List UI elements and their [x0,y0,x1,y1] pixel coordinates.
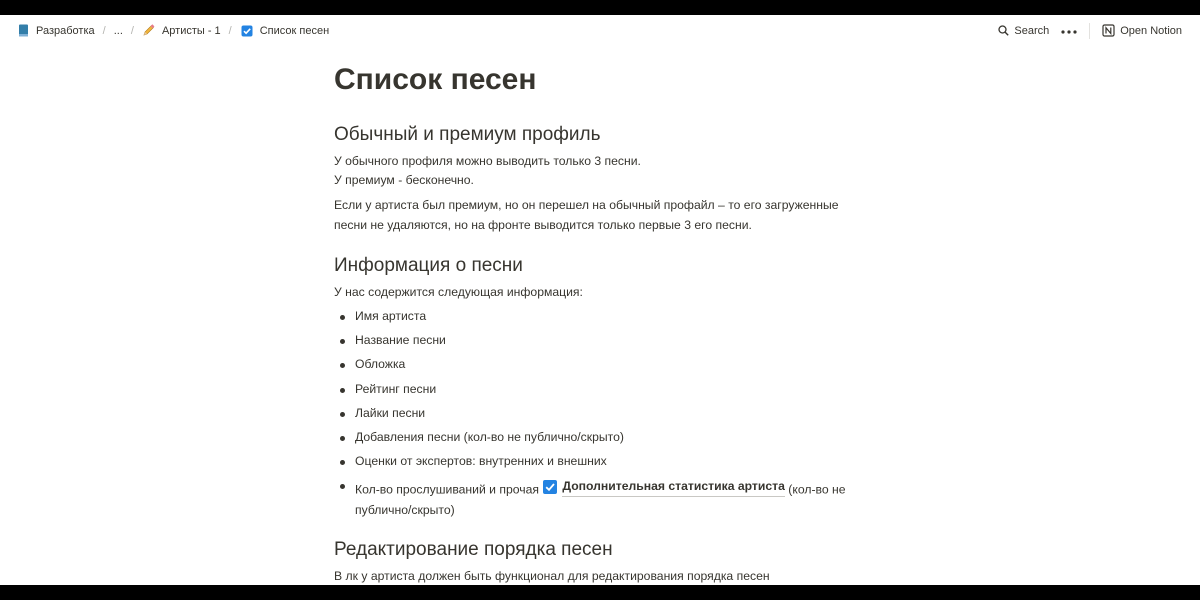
search-button[interactable] [992,23,1055,39]
list-item: Рейтинг песни [334,380,874,404]
paragraph: У нас содержится следующая информация: [334,285,583,299]
breadcrumb-separator: / [228,24,232,37]
breadcrumb-label: Артисты - 1 [161,24,221,37]
breadcrumb-item-ellipsis[interactable] [110,23,127,39]
breadcrumb-label: Разработка [36,24,95,37]
section-heading-song-info: Информация о песни [334,255,523,276]
list-item: Имя артиста [334,307,874,331]
search-label: Search [1014,24,1050,37]
checkbox-icon [543,480,557,494]
list-item: Добавления песни (кол-во не публично/скрыто) [334,428,874,452]
breadcrumb-item-song-list[interactable] [236,22,333,40]
breadcrumb-label: Список песен [259,24,330,37]
breadcrumb-separator: / [130,24,134,37]
breadcrumb-item-artists[interactable] [138,22,225,40]
paragraph: У премиум - бесконечно. [334,173,474,187]
breadcrumb-item-razrabotka[interactable] [12,22,99,40]
section-heading-reorder: Редактирование порядка песен [334,539,613,560]
paragraph: Если у артиста был премиум, но он перешел на обычный профайл – то его загруженные песни не удаляются, но на фронте выводится только первые 3 его песни. [334,198,839,232]
list-item: Название песни [334,331,874,355]
list-item [334,476,874,520]
notion-page-frame [0,15,1200,585]
page-title: Список песен [334,63,537,96]
open-notion-button[interactable] [1096,22,1188,39]
breadcrumb [12,22,333,40]
search-icon [998,25,1009,36]
paragraph: У обычного профиля можно выводить только 3 песни. [334,154,641,168]
pencil-icon [142,24,156,38]
topbar-actions [992,22,1188,39]
breadcrumb-separator: / [102,24,106,37]
page-mention-link[interactable] [542,476,785,497]
more-dots-icon [1061,25,1077,37]
divider [1089,23,1090,39]
list-item-text: Кол-во прослушиваний и прочая [355,482,539,497]
page-mention-label: Дополнительная статистика артиста [562,476,785,497]
more-options-button[interactable] [1055,23,1083,39]
notion-logo-icon [1102,24,1115,37]
section-heading-profile: Обычный и премиум профиль [334,124,601,145]
list-item: Оценки от экспертов: внутренних и внешних [334,452,874,476]
list-item: Обложка [334,355,874,379]
paragraph: В лк у артиста должен быть функционал для редактирования порядка песен [334,569,770,583]
list-item: Лайки песни [334,404,874,428]
checkbox-icon [240,24,254,38]
info-list [334,307,874,520]
book-icon [16,24,30,38]
list-item-text: (кол-во не публично/скрыто) [355,482,846,517]
top-bar [0,15,1200,46]
breadcrumb-label: ... [113,24,123,37]
open-notion-label: Open Notion [1120,24,1182,37]
